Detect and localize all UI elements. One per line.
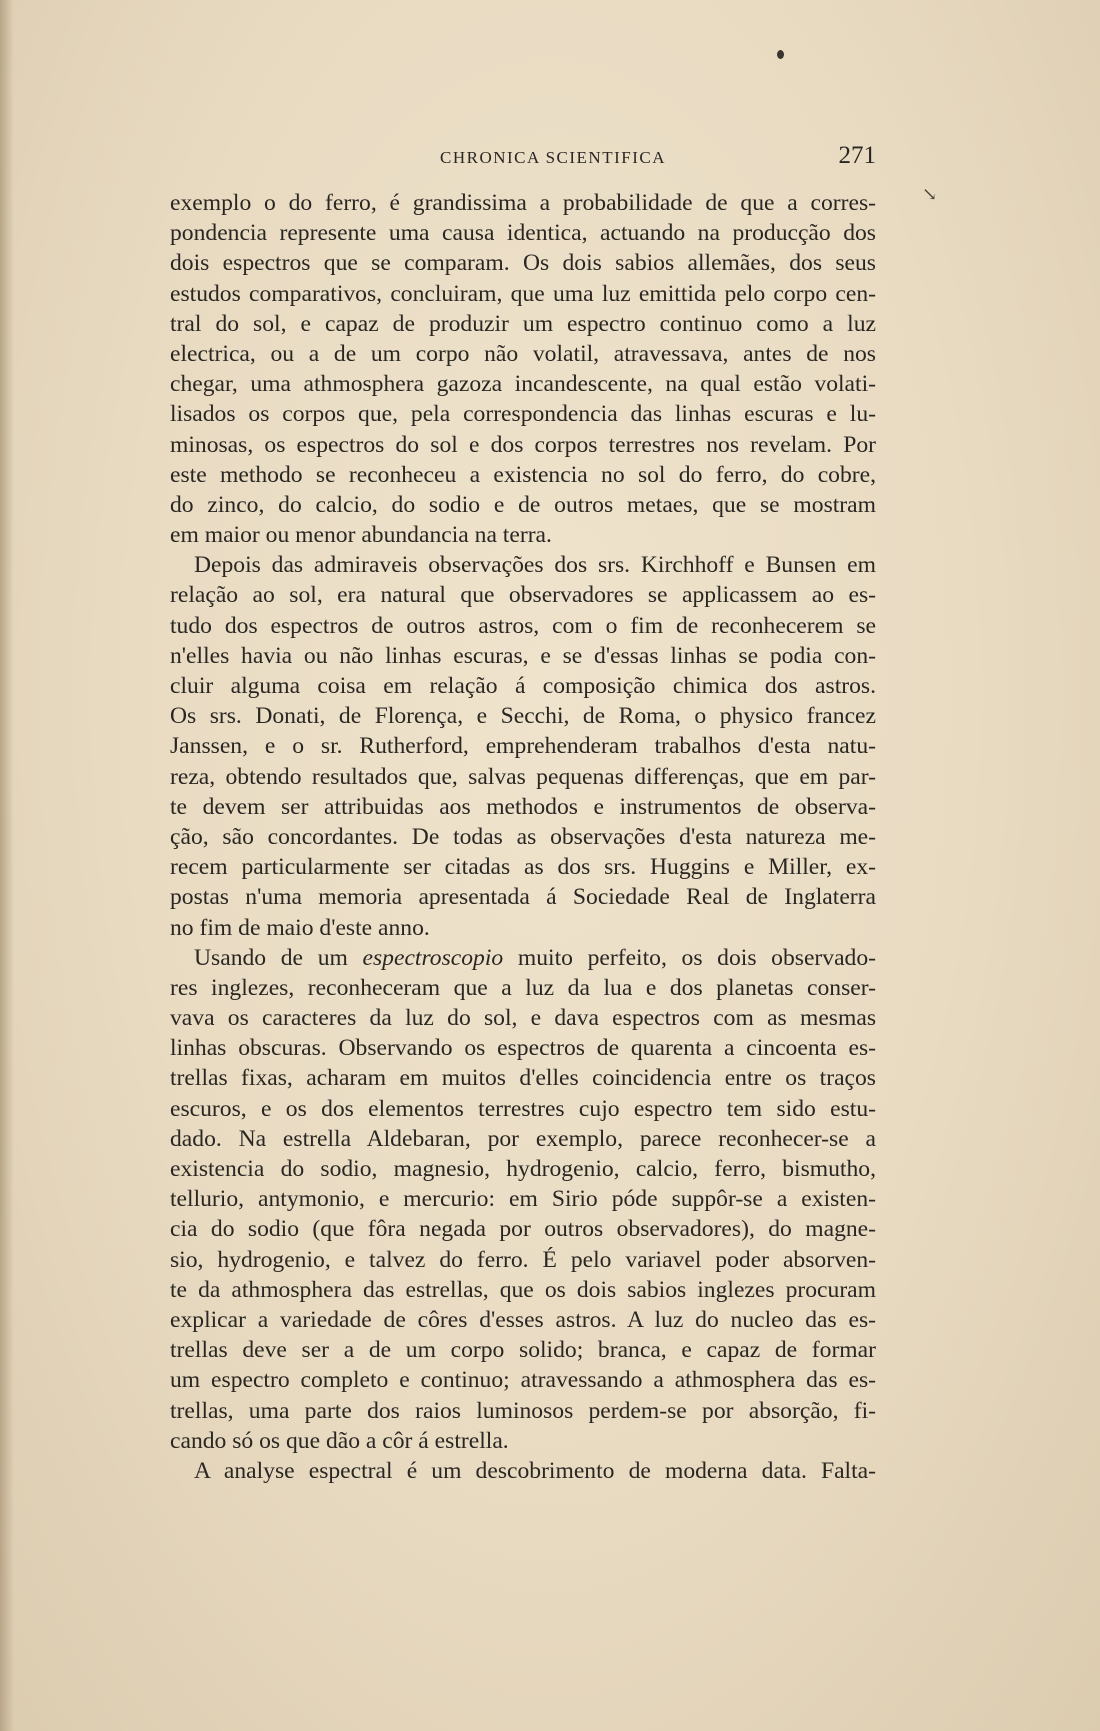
text-line: tral do sol, e capaz de produzir um espectro continuo como a luz	[170, 310, 876, 337]
text-line: Usando de um espectroscopio muito perfeito, os dois observado-	[194, 944, 876, 971]
text-line: tellurio, antymonio, e mercurio: em Sirio póde suppôr-se a existen-	[170, 1186, 876, 1213]
text-line: relação ao sol, era natural que observadores se applicassem ao es-	[170, 582, 876, 609]
text-line: explicar a variedade de côres d'esses astros. A luz do nucleo das es-	[170, 1306, 876, 1333]
text-line: te da athmosphera das estrellas, que os dois sabios inglezes procuram	[170, 1276, 876, 1303]
page-number: 271	[838, 142, 876, 169]
text-line: sio, hydrogenio, e talvez do ferro. É pelo variavel poder absorven-	[170, 1246, 876, 1273]
text-line: pondencia represente uma causa identica, actuando na producção dos	[170, 220, 876, 247]
text-line: dado. Na estrella Aldebaran, por exemplo, parece reconhecer-se a	[170, 1125, 876, 1152]
text-line: te devem ser attribuidas aos methodos e instrumentos de observa-	[170, 793, 876, 820]
text-line: n'elles havia ou não linhas escuras, e se d'essas linhas se podia con-	[170, 642, 876, 669]
text-line: no fim de maio d'este anno.	[170, 914, 430, 941]
text-line: res inglezes, reconheceram que a luz da lua e dos planetas conser-	[170, 974, 876, 1001]
text-line: ção, são concordantes. De todas as observações d'esta natureza me-	[170, 823, 876, 850]
binding-edge	[0, 0, 14, 1731]
text-line: reza, obtendo resultados que, salvas pequenas differenças, que em par-	[170, 763, 876, 790]
page-header	[170, 142, 876, 176]
running-title: CHRONICA SCIENTIFICA	[440, 148, 666, 167]
text-line: vava os caracteres da luz do sol, e dava espectros com as mesmas	[170, 1005, 876, 1032]
text-line: electrica, ou a de um corpo não volatil, atravessava, antes de nos	[170, 340, 876, 367]
text-line: este methodo se reconheceu a existencia no sol do ferro, do cobre,	[170, 461, 876, 488]
text-line: cluir alguma coisa em relação á composição chimica dos astros.	[170, 673, 876, 699]
text-line: tudo dos espectros de outros astros, com o fim de reconhecerem se	[170, 612, 876, 639]
text-line: estudos comparativos, concluiram, que uma luz emittida pelo corpo cen-	[170, 280, 876, 307]
text-line: chegar, uma athmosphera gazoza incandescente, na qual estão volati-	[170, 371, 876, 398]
text-line: cia do sodio (que fôra negada por outros observadores), do magne-	[170, 1216, 876, 1243]
text-line: do zinco, do calcio, do sodio e de outros metaes, que se mostram	[170, 491, 876, 518]
text-line: em maior ou menor abundancia na terra.	[170, 522, 552, 549]
text-line: um espectro completo e continuo; atravessando a athmosphera das es-	[170, 1367, 876, 1394]
text-line: linhas obscuras. Observando os espectros de quarenta a cincoenta es-	[170, 1035, 876, 1062]
text-line: recem particularmente ser citadas as dos srs. Huggins e Miller, ex-	[170, 854, 876, 881]
italic-term: espectroscopio	[362, 944, 504, 971]
text-line: escuros, e os dos elementos terrestres cujo espectro tem sido estu-	[170, 1095, 876, 1122]
text-line: trellas fixas, acharam em muitos d'elles coincidencia entre os traços	[170, 1065, 876, 1092]
body-text	[170, 188, 876, 1486]
text-line: existencia do sodio, magnesio, hydrogenio, calcio, ferro, bismutho,	[170, 1156, 876, 1182]
text-line: cando só os que dão a côr á estrella.	[170, 1427, 509, 1454]
ink-dot	[777, 50, 784, 59]
text-line: postas n'uma memoria apresentada á Sociedade Real de Inglaterra	[170, 884, 876, 911]
text-line: minosas, os espectros do sol e dos corpos terrestres nos revelam. Por	[170, 431, 876, 458]
text-line: trellas, uma parte dos raios luminosos perdem-se por absorção, fi-	[170, 1397, 876, 1424]
text-line: dois espectros que se comparam. Os dois sabios allemães, dos seus	[170, 250, 876, 277]
margin-mark-right: ↘	[922, 184, 938, 204]
text-line: Os srs. Donati, de Florença, e Secchi, de Roma, o physico francez	[170, 703, 876, 730]
text-line: A analyse espectral é um descobrimento de moderna data. Falta-	[194, 1457, 876, 1484]
text-line: exemplo o do ferro, é grandissima a probabilidade de que a corres-	[170, 190, 876, 216]
text-line: lisados os corpos que, pela correspondencia das linhas escuras e lu-	[170, 401, 876, 428]
text-line: trellas deve ser a de um corpo solido; branca, e capaz de formar	[170, 1337, 876, 1364]
text-line: Depois das admiraveis observações dos srs. Kirchhoff e Bunsen em	[194, 552, 876, 579]
text-line: Janssen, e o sr. Rutherford, emprehenderam trabalhos d'esta natu-	[170, 733, 876, 760]
